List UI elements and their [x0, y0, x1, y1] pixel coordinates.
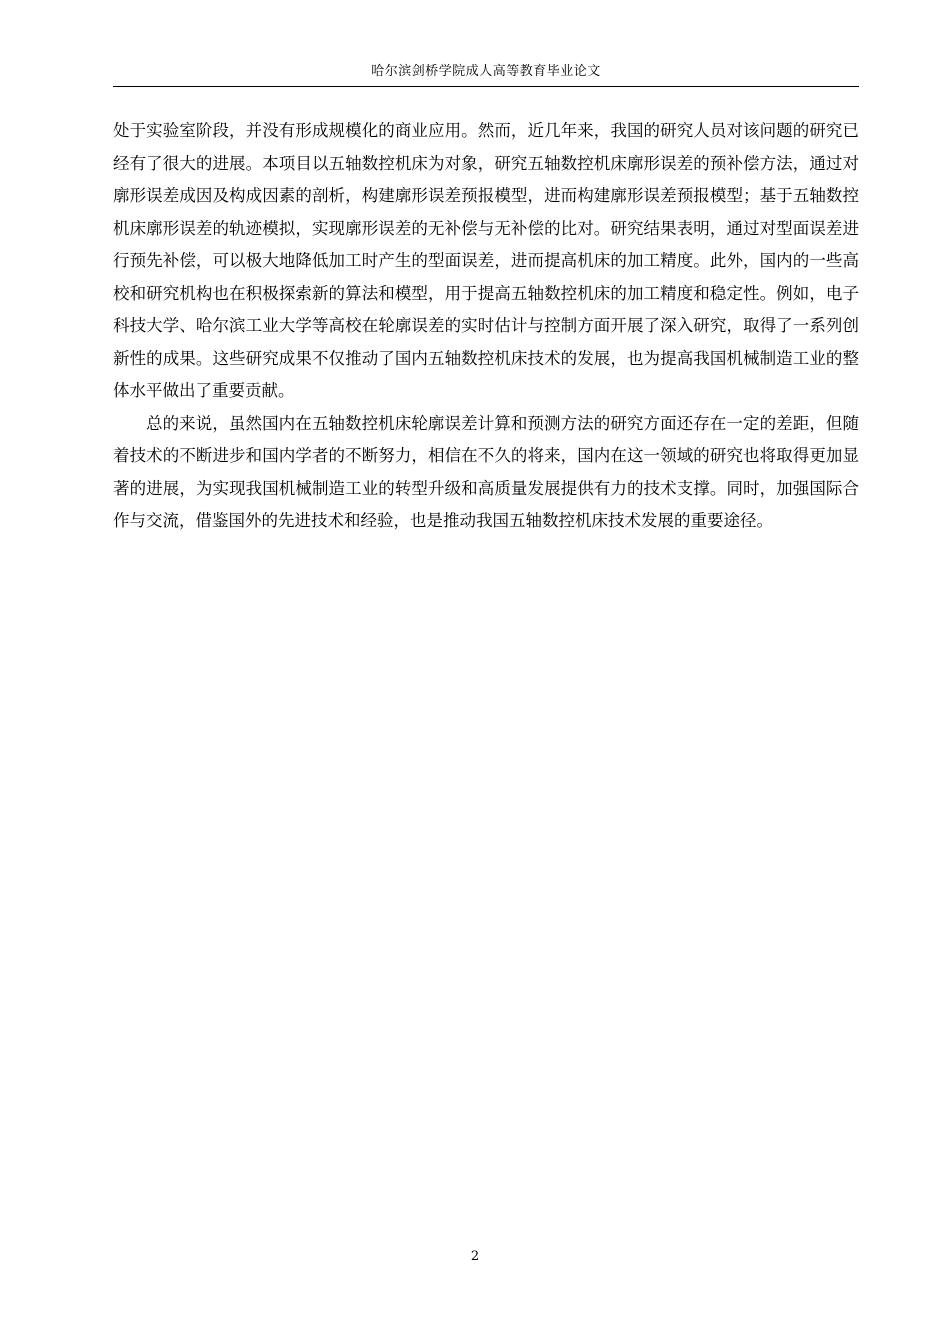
page-header: 哈尔滨剑桥学院成人高等教育毕业论文: [371, 64, 601, 79]
paragraph-summary: 总的来说，虽然国内在五轴数控机床轮廓误差计算和预测方法的研究方面还存在一定的差距，但随着技术的不断进步和国内学者的不断努力，相信在不久的将来，国内在这一领域的研究也将取得更加显著的进展，为实现我国机械制造工业的转型升级和高质量发展提供有力的技术支撑。同时，加强国际合作与交流，借鉴国外的先进技术和经验，也是推动我国五轴数控机床技术发展的重要途径。: [113, 413, 859, 530]
paragraph-continued: 处于实验室阶段，并没有形成规模化的商业应用。然而，近几年来，我国的研究人员对该问题的研究已经有了很大的进展。本项目以五轴数控机床为对象，研究五轴数控机床廓形误差的预补偿方法，通过对廓形误差成因及构成因素的剖析，构建廓形误差预报模型，进而构建廓形误差预报模型；基于五轴数控机床廓形误差的轨迹模拟，实现廓形误差的无补偿与无补偿的比对。研究结果表明，通过对型面误差进行预先补偿，可以极大地降低加工时产生的型面误差，进而提高机床的加工精度。此外，国内的一些高校和研究机构也在积极探索新的算法和模型，用于提高五轴数控机床的加工精度和稳定性。例如，电子科技大学、哈尔滨工业大学等高校在轮廓误差的实时估计与控制方面开展了深入研究，取得了一系列创新性的成果。这些研究成果不仅推动了国内五轴数控机床技术的发展，也为提高我国机械制造工业的整体水平做出了重要贡献。: [113, 121, 859, 400]
header-divider: [113, 86, 859, 87]
page-number: 2: [470, 1249, 480, 1264]
body-text: [113, 115, 859, 538]
